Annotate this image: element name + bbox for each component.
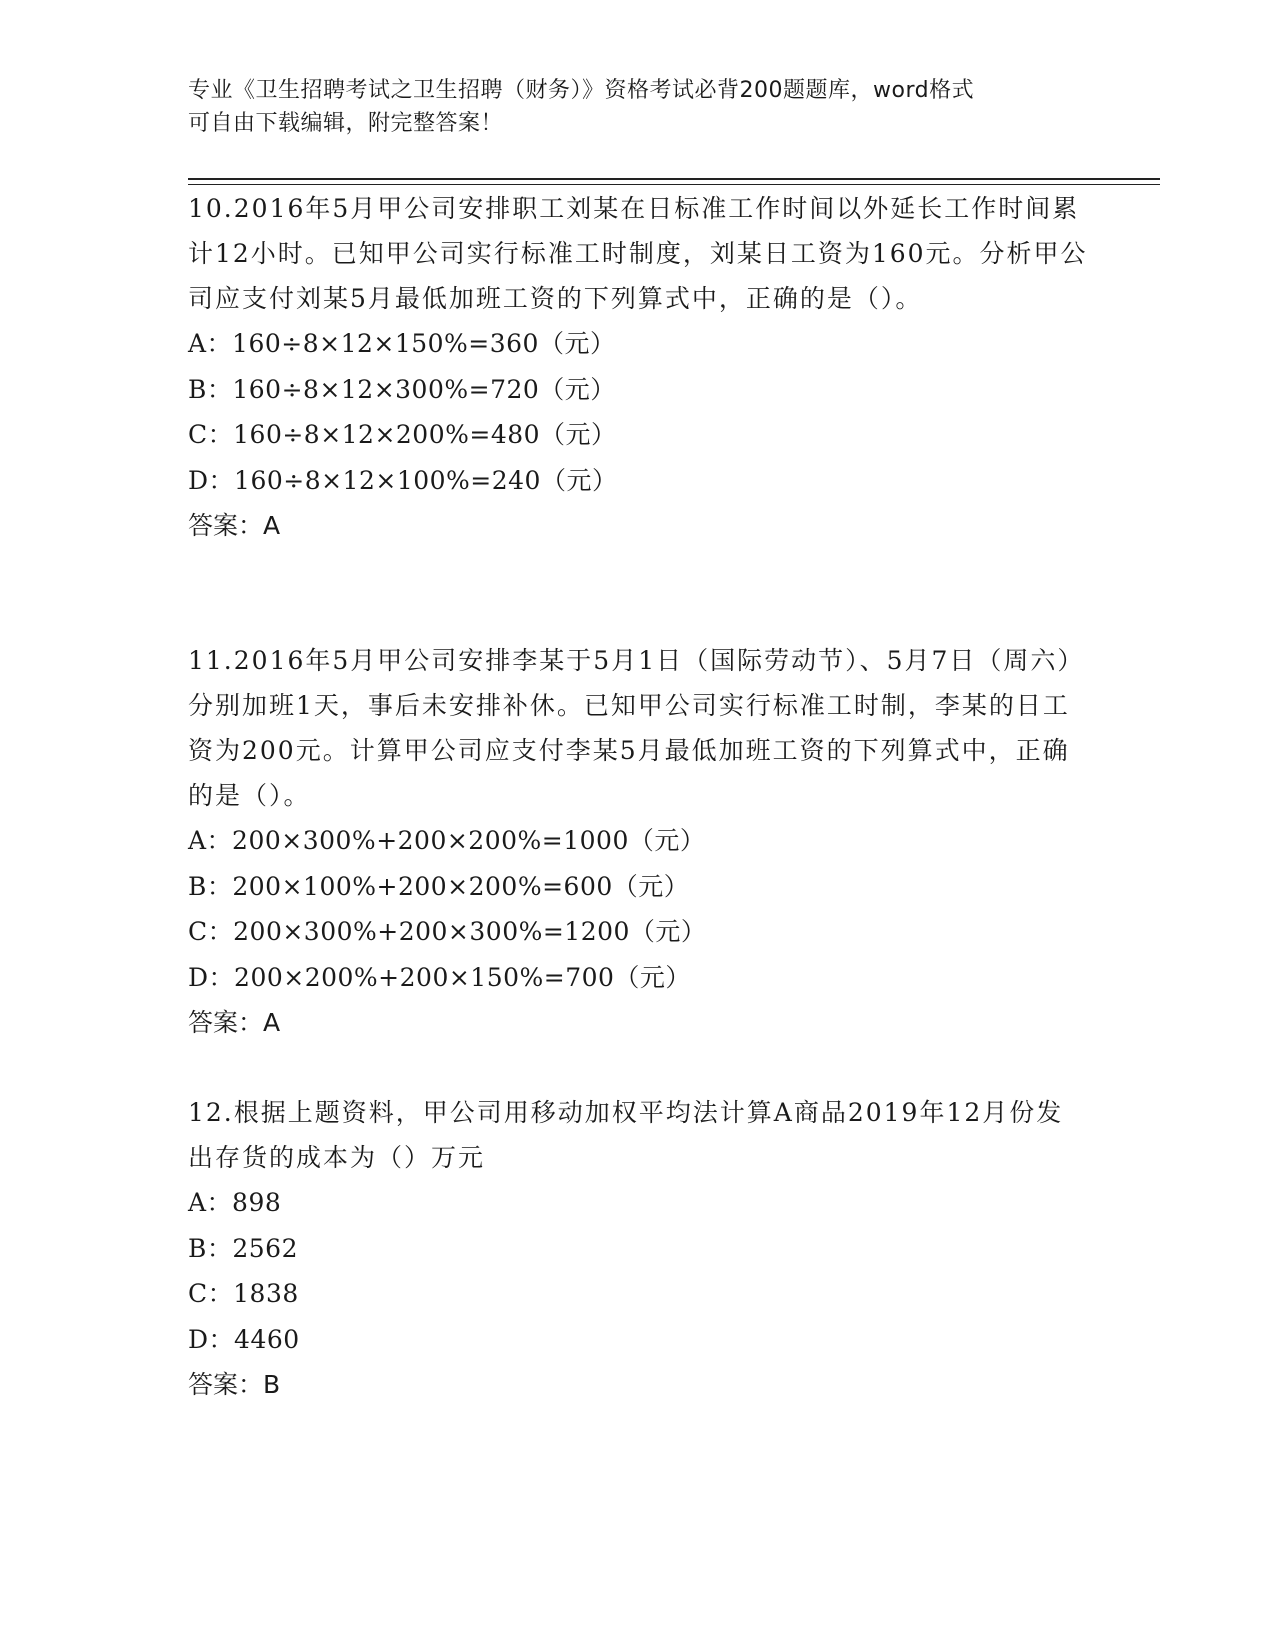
question-stem: 10.2016年5月甲公司安排职工刘某在日标准工作时间以外延长工作时间累计12小时。已知甲公司实行标准工时制度，刘某日工资为160元。分析甲公司应支付刘某5月最低加班工资的下列算式中，正确的是（）。 <box>188 194 1088 313</box>
option-d: D：4460 <box>188 1324 300 1354</box>
option-a: A：898 <box>188 1188 282 1217</box>
option-d: D：160÷8×12×100%=240（元） <box>188 465 618 495</box>
header-line-1: 专业《卫生招聘考试之卫生招聘（财务）》资格考试必背200题题库，word格式 <box>188 78 975 103</box>
question-11 <box>188 638 1088 1046</box>
option-b: B：200×100%+200×200%=600（元） <box>188 871 690 901</box>
header-divider-thin <box>188 184 1160 185</box>
option-c: C：1838 <box>188 1279 299 1308</box>
answer-label: 答案：A <box>188 511 281 540</box>
header-divider-thick <box>188 178 1160 180</box>
document-header <box>188 74 1068 140</box>
header-line-2: 可自由下载编辑，附完整答案！ <box>188 111 504 136</box>
question-stem: 12.根据上题资料，甲公司用移动加权平均法计算A商品2019年12月份发出存货的成本为（）万元 <box>188 1098 1064 1172</box>
answer-label: 答案：A <box>188 1008 281 1037</box>
option-d: D：200×200%+200×150%=700（元） <box>188 962 691 992</box>
question-10 <box>188 186 1088 549</box>
option-b: B：160÷8×12×300%=720（元） <box>188 374 616 404</box>
option-b: B：2562 <box>188 1233 298 1263</box>
option-a: A：200×300%+200×200%=1000（元） <box>188 826 706 855</box>
option-c: C：160÷8×12×200%=480（元） <box>188 420 617 449</box>
question-12 <box>188 1090 1088 1408</box>
answer-label: 答案：B <box>188 1370 281 1399</box>
option-c: C：200×300%+200×300%=1200（元） <box>188 917 707 946</box>
option-a: A：160÷8×12×150%=360（元） <box>188 329 616 358</box>
question-stem: 11.2016年5月甲公司安排李某于5月1日（国际劳动节）、5月7日（周六）分别加班1天，事后未安排补休。已知甲公司实行标准工时制，李某的日工资为200元。计算甲公司应支付李某5月最低加班工资的下列算式中，正确的是（）。 <box>188 646 1085 810</box>
